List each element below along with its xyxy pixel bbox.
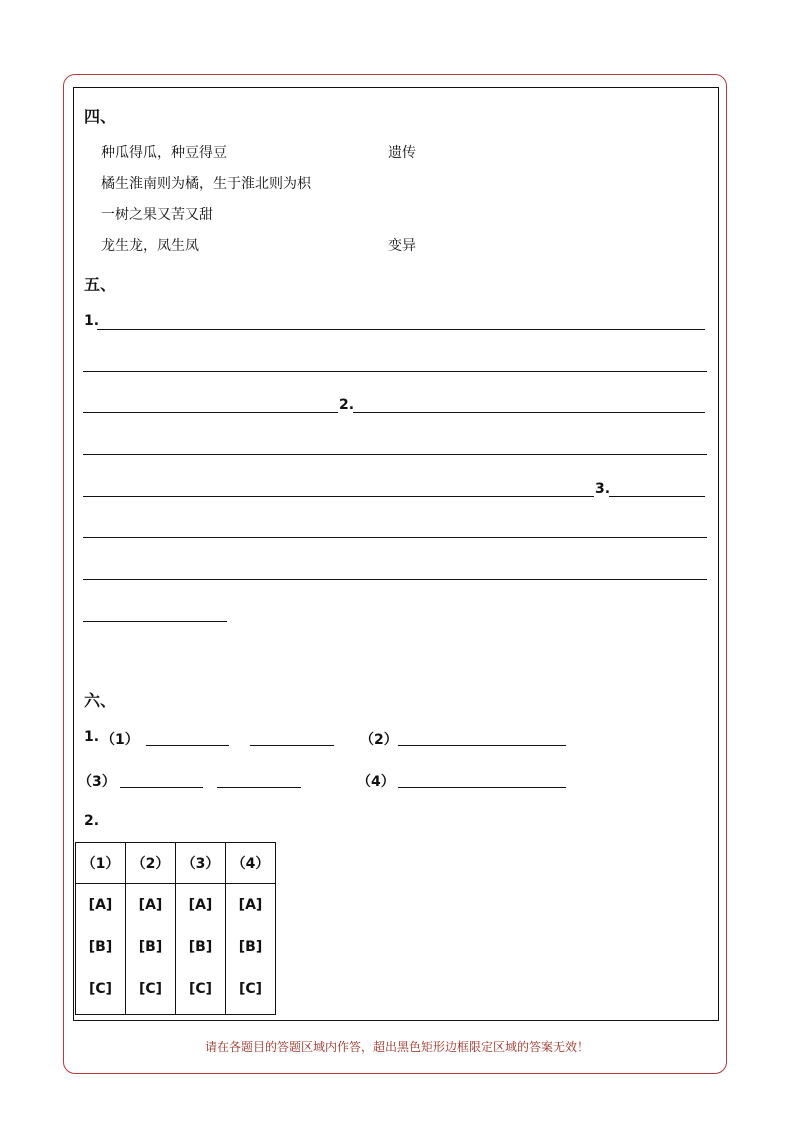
answer-area-notice: 请在各题目的答题区域内作答，超出黑色矩形边框限定区域的答案无效！ <box>204 1040 589 1054</box>
choice-column-2 <box>126 884 176 1015</box>
choice-bubble-c[interactable]: [C] <box>88 981 113 997</box>
answer-line[interactable] <box>83 412 338 413</box>
phrase-item-1: 种瓜得瓜，种豆得豆 <box>101 145 227 161</box>
choice-bubble-a[interactable]: [A] <box>88 897 113 913</box>
section-4-heading: 四、 <box>84 107 117 126</box>
section-5-heading: 五、 <box>84 275 117 294</box>
answer-line[interactable] <box>83 454 707 455</box>
choice-bubble-a[interactable]: [A] <box>188 897 213 913</box>
answer-blank[interactable] <box>398 787 566 788</box>
table-header-cell: （1） <box>76 843 126 884</box>
q5-1-label: 1. <box>84 313 100 329</box>
table-header-cell: （4） <box>226 843 276 884</box>
answer-line[interactable] <box>97 329 705 330</box>
choice-column-4 <box>226 884 276 1015</box>
answer-line[interactable] <box>83 537 707 538</box>
answer-blank[interactable] <box>146 745 229 746</box>
q6-1-sub-4: （4） <box>357 774 395 790</box>
choice-bubble-c[interactable]: [C] <box>188 981 213 997</box>
choice-bubble-b[interactable]: [B] <box>88 939 113 955</box>
q5-3-label: 3. <box>595 481 611 497</box>
answer-blank[interactable] <box>217 787 301 788</box>
table-header-cell: （2） <box>126 843 176 884</box>
answer-line[interactable] <box>83 371 707 372</box>
q6-1-sub-2: （2） <box>360 732 398 748</box>
answer-line[interactable] <box>353 412 705 413</box>
option-heredity: 遗传 <box>388 145 416 161</box>
choice-bubble-b[interactable]: [B] <box>138 939 163 955</box>
answer-line[interactable] <box>83 579 707 580</box>
q6-1-label: 1. <box>84 729 100 745</box>
phrase-item-2: 橘生淮南则为橘，生于淮北则为枳 <box>101 176 311 192</box>
table-header-cell: （3） <box>176 843 226 884</box>
answer-blank[interactable] <box>120 787 203 788</box>
phrase-item-4: 龙生龙，凤生凤 <box>101 238 199 254</box>
answer-line[interactable] <box>83 621 227 622</box>
answer-blank[interactable] <box>398 745 566 746</box>
choice-bubble-b[interactable]: [B] <box>238 939 263 955</box>
option-variation: 变异 <box>388 238 416 254</box>
answer-blank[interactable] <box>250 745 334 746</box>
q6-2-label: 2. <box>84 813 100 829</box>
choice-answer-table <box>75 842 276 1015</box>
choice-bubble-c[interactable]: [C] <box>238 981 263 997</box>
answer-line[interactable] <box>83 496 594 497</box>
q5-2-label: 2. <box>339 397 355 413</box>
phrase-item-3: 一树之果又苦又甜 <box>101 207 213 223</box>
choice-bubble-c[interactable]: [C] <box>138 981 163 997</box>
answer-line[interactable] <box>609 496 705 497</box>
section-6-heading: 六、 <box>84 691 117 710</box>
choice-column-1 <box>76 884 126 1015</box>
q6-1-sub-3: （3） <box>78 774 116 790</box>
choice-column-3 <box>176 884 226 1015</box>
q6-1-sub-1: （1） <box>101 732 139 748</box>
choice-bubble-a[interactable]: [A] <box>138 897 163 913</box>
choice-bubble-b[interactable]: [B] <box>188 939 213 955</box>
choice-bubble-a[interactable]: [A] <box>238 897 263 913</box>
